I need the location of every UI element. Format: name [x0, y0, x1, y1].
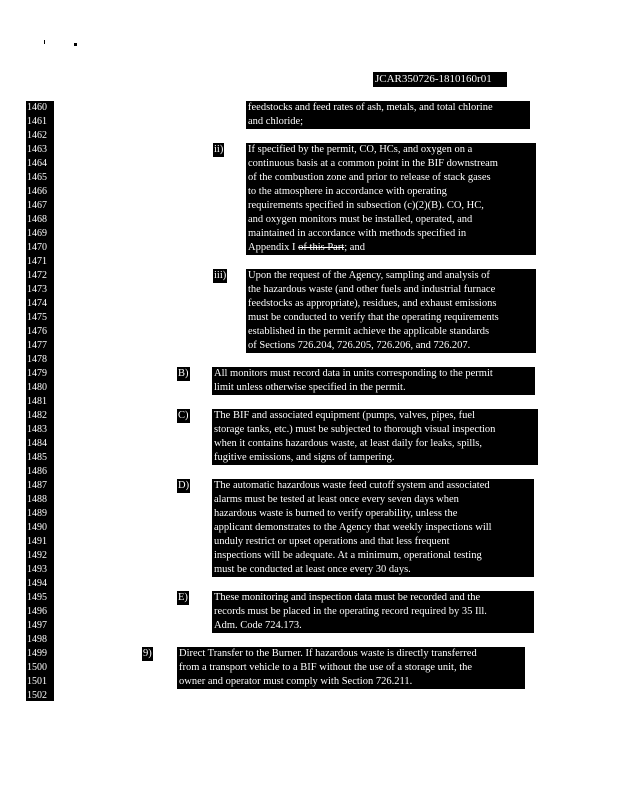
line-number: 1464 — [27, 158, 47, 169]
line-number: 1496 — [27, 606, 47, 617]
line-number: 1487 — [27, 480, 47, 491]
text-line: unduly restrict or upset operations and that less frequent — [214, 536, 450, 547]
item-label-c: C) — [178, 410, 189, 421]
line-number: 1488 — [27, 494, 47, 505]
document-id: JCAR350726-1810160r01 — [373, 72, 507, 87]
line-number: 1467 — [27, 200, 47, 211]
text-line: records must be placed in the operating record required by 35 Ill. — [214, 606, 487, 617]
text-line: Direct Transfer to the Burner. If hazardous waste is directly transferred — [179, 648, 477, 659]
text-fragment: Appendix I — [248, 242, 299, 253]
line-number: 1482 — [27, 410, 47, 421]
text-line: owner and operator must comply with Section 726.211. — [179, 676, 413, 687]
text-line: from a transport vehicle to a BIF without the use of a storage unit, the — [179, 662, 473, 673]
line-number: 1474 — [27, 298, 47, 309]
line-number: 1485 — [27, 452, 47, 463]
text-line: the hazardous waste (and other fuels and industrial furnace — [248, 284, 496, 295]
text-fragment: ; and — [344, 242, 365, 253]
text-line: and chloride; — [248, 116, 304, 127]
item-label-e: E) — [178, 592, 188, 603]
item-iii-text — [246, 269, 536, 353]
line-number: 1499 — [27, 648, 47, 659]
line-number: 1472 — [27, 270, 47, 281]
feedstocks-text — [246, 101, 530, 129]
line-number: 1502 — [27, 690, 47, 701]
item-label-9: 9) — [143, 648, 152, 659]
line-number: 1480 — [27, 382, 47, 393]
item-label-d: D) — [178, 480, 190, 491]
text-line: The BIF and associated equipment (pumps, valves, pipes, fuel — [214, 410, 475, 421]
line-number: 1463 — [27, 144, 47, 155]
line-number: 1497 — [27, 620, 47, 631]
text-line: All monitors must record data in units corresponding to the permit — [214, 368, 493, 379]
line-number: 1477 — [27, 340, 47, 351]
line-number: 1462 — [27, 130, 47, 141]
line-number: 1491 — [27, 536, 47, 547]
line-number: 1500 — [27, 662, 47, 673]
item-9-text — [177, 647, 525, 689]
scan-speck — [74, 43, 77, 46]
text-line: when it contains hazardous waste, at least daily for leaks, spills, — [214, 438, 482, 449]
item-label-ii: ii) — [214, 144, 224, 155]
item-ii-text — [246, 143, 536, 255]
text-line: feedstocks and feed rates of ash, metals, and total chlorine — [248, 102, 493, 113]
text-line: storage tanks, etc.) must be subjected to thorough visual inspection — [214, 424, 496, 435]
text-line: to the atmosphere in accordance with operating — [248, 186, 447, 197]
line-number: 1471 — [27, 256, 47, 267]
line-number: 1484 — [27, 438, 47, 449]
text-line: If specified by the permit, CO, HCs, and oxygen on a — [248, 144, 473, 155]
item-b-text — [212, 367, 535, 395]
line-number: 1490 — [27, 522, 47, 533]
text-line: Adm. Code 724.173. — [214, 620, 302, 631]
item-label-iii: iii) — [214, 270, 227, 281]
text-line: limit unless otherwise specified in the permit. — [214, 382, 406, 393]
line-numbers — [26, 101, 54, 701]
text-line: must be conducted at least once every 30 days. — [214, 564, 411, 575]
text-line: continuous basis at a common point in the BIF downstream — [248, 158, 498, 169]
line-number: 1460 — [27, 102, 47, 113]
line-number: 1476 — [27, 326, 47, 337]
text-line: These monitoring and inspection data must be recorded and the — [214, 592, 481, 603]
text-line: established in the permit achieve the applicable standards — [248, 326, 490, 337]
line-number: 1465 — [27, 172, 47, 183]
text-line: feedstocks as appropriate), residues, and exhaust emissions — [248, 298, 497, 309]
line-number: 1483 — [27, 424, 47, 435]
item-d-text — [212, 479, 534, 577]
line-number: 1492 — [27, 550, 47, 561]
text-line: applicant demonstrates to the Agency that weekly inspections will — [214, 522, 492, 533]
text-line: inspections will be adequate. At a minimum, operational testing — [214, 550, 482, 561]
line-number: 1466 — [27, 186, 47, 197]
line-number: 1470 — [27, 242, 47, 253]
line-number: 1469 — [27, 228, 47, 239]
text-line: of the combustion zone and prior to release of stack gases — [248, 172, 491, 183]
item-c-text — [212, 409, 538, 465]
text-line: fugitive emissions, and signs of tampering. — [214, 452, 395, 463]
text-line: and oxygen monitors must be installed, operated, and — [248, 214, 473, 225]
line-number: 1475 — [27, 312, 47, 323]
struck-text: of this Part — [298, 242, 345, 253]
text-line: requirements specified in subsection (c)(2)(B). CO, HC, — [248, 200, 484, 211]
text-line: maintained in accordance with methods specified in — [248, 228, 467, 239]
text-line — [248, 241, 534, 255]
line-number: 1478 — [27, 354, 47, 365]
text-line: Upon the request of the Agency, sampling and analysis of — [248, 270, 490, 281]
item-e-text — [212, 591, 534, 633]
line-number: 1479 — [27, 368, 47, 379]
text-line: alarms must be tested at least once every seven days when — [214, 494, 459, 505]
line-number: 1481 — [27, 396, 47, 407]
line-number: 1493 — [27, 564, 47, 575]
text-line: hazardous waste is burned to verify operability, unless the — [214, 508, 458, 519]
text-line: The automatic hazardous waste feed cutoff system and associated — [214, 480, 490, 491]
line-number: 1489 — [27, 508, 47, 519]
line-number: 1486 — [27, 466, 47, 477]
line-number: 1495 — [27, 592, 47, 603]
line-number: 1468 — [27, 214, 47, 225]
line-number: 1494 — [27, 578, 47, 589]
scan-speck — [44, 40, 45, 44]
line-number: 1473 — [27, 284, 47, 295]
text-line: must be conducted to verify that the operating requirements — [248, 312, 499, 323]
item-label-b: B) — [178, 368, 189, 379]
line-number: 1498 — [27, 634, 47, 645]
line-number: 1501 — [27, 676, 47, 687]
text-line: of Sections 726.204, 726.205, 726.206, and 726.207. — [248, 340, 471, 351]
line-number: 1461 — [27, 116, 47, 127]
